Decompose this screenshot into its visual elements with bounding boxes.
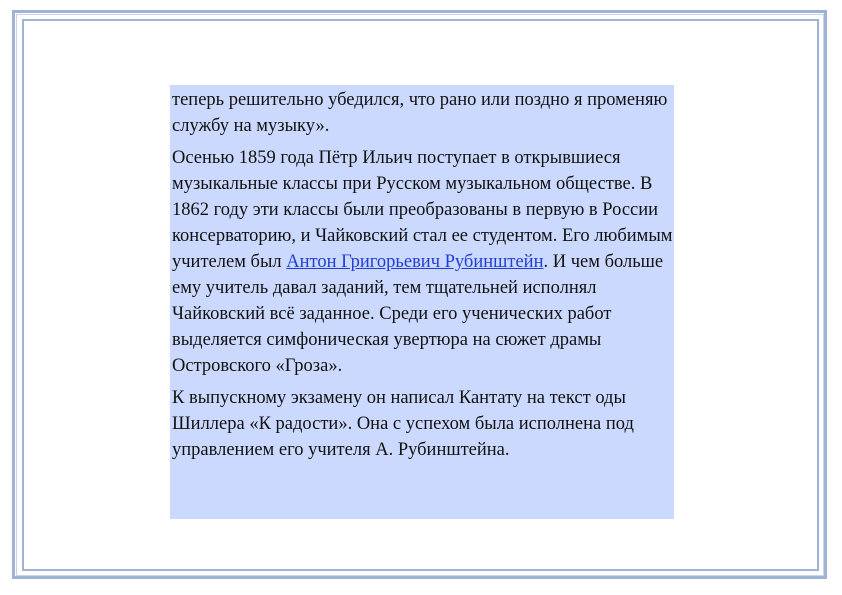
rubinstein-link[interactable]: Антон Григорьевич Рубинштейн: [286, 252, 544, 272]
paragraph-3: К выпускному экзамену он написал Кантату на текст оды Шиллера «К радости». Она с успехом была исполнена под управлением его учителя А. Рубинштейна.: [172, 388, 634, 460]
paragraph-2-after-link: . И чем больше ему учитель давал заданий, тем тщательней исполнял Чайковский всё заданное. Среди его ученических работ выделяется симфоническая увертюра на сюжет драмы Островского «Гроза».: [172, 252, 664, 376]
text-block: [170, 85, 674, 519]
paragraph-1: теперь решительно убедился, что рано или поздно я променяю службу на музыку».: [172, 90, 668, 136]
paragraph-2-before-link: Осенью 1859 года Пётр Ильич поступает в открывшиеся музыкальные классы при Русском музыкальном обществе. В 1862 году эти классы были преобразованы в первую в России консерваторию, и Чайковский стал ее студентом. Его любимым учителем был: [172, 148, 673, 272]
paragraph-2: [172, 145, 674, 379]
